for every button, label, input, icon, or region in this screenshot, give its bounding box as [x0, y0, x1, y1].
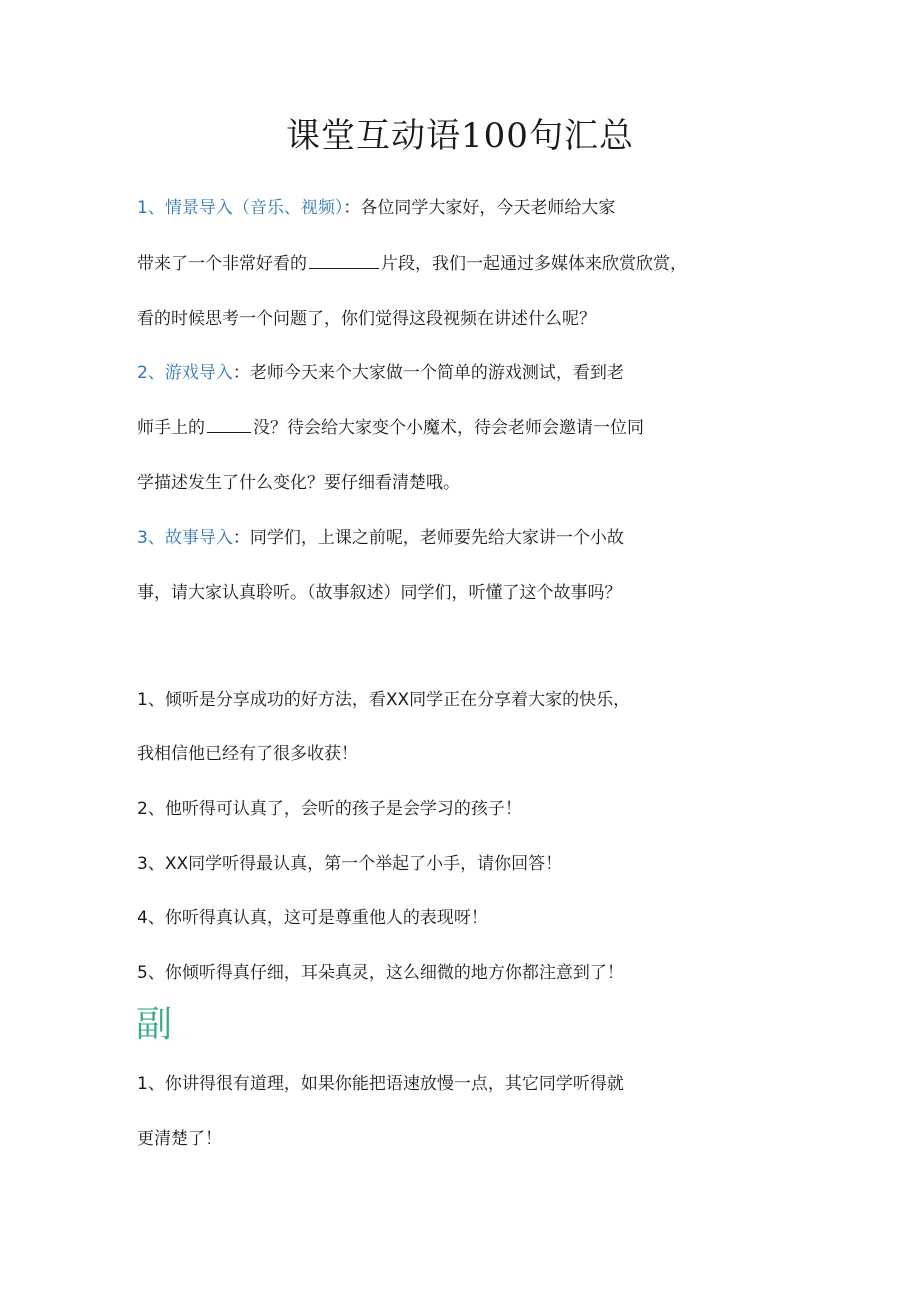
listen-line-3: 2、他听得可认真了，会听的孩子是会学习的孩子！ [137, 799, 522, 819]
intro-item-1-line-3: 看的时候思考一个问题了，你们觉得这段视频在讲述什么呢？ [137, 309, 596, 329]
speak-line-2: 更清楚了！ [137, 1129, 222, 1149]
intro-item-1-text-b1: 带来了一个非常好看的 [137, 254, 307, 274]
intro-item-1-text-b2: 片段，我们一起通过多媒体来欣赏欣赏， [381, 254, 687, 274]
section-heading-char: 副 [136, 1004, 173, 1045]
intro-item-2-line-1 [137, 361, 624, 385]
fill-in-blank [207, 416, 251, 433]
listen-line-1: 1、倾听是分享成功的好方法，看XX同学正在分享着大家的快乐， [137, 690, 631, 710]
intro-item-3-line-1 [137, 526, 624, 550]
intro-item-2-text-b2: 没？待会给大家变个小魔术，待会老师会邀请一位同 [253, 418, 644, 438]
listen-line-2: 我相信他已经有了很多收获！ [137, 744, 358, 764]
listen-line-6: 5、你倾听得真仔细，耳朵真灵，这么细微的地方你都注意到了！ [137, 963, 624, 983]
page-title: 课堂互动语100句汇总 [286, 116, 634, 156]
intro-item-1-line-1 [137, 196, 615, 220]
fill-in-blank [309, 252, 379, 269]
intro-item-3-label: 3、故事导入 [137, 528, 233, 548]
intro-item-1-text-a: ：各位同学大家好，今天老师给大家 [343, 198, 616, 218]
intro-item-2-text-a: ：老师今天来个大家做一个简单的游戏测试，看到老 [232, 363, 624, 383]
listen-line-5: 4、你听得真认真，这可是尊重他人的表现呀！ [137, 908, 488, 928]
speak-line-1: 1、你讲得很有道理，如果你能把语速放慢一点，其它同学听得就 [137, 1074, 624, 1094]
intro-item-2-line-2 [137, 416, 644, 440]
intro-item-2-label: 2、游戏导入 [137, 363, 233, 383]
intro-item-3-text-a: ：同学们，上课之前呢，老师要先给大家讲一个小故 [232, 528, 624, 548]
intro-item-2-line-3: 学描述发生了什么变化？要仔细看清楚哦。 [137, 473, 460, 493]
listen-line-4: 3、XX同学听得最认真，第一个举起了小手，请你回答！ [137, 854, 563, 874]
intro-item-3-line-2: 事，请大家认真聆听。（故事叙述）同学们，听懂了这个故事吗？ [137, 583, 622, 603]
intro-item-1-line-2 [137, 252, 687, 276]
intro-item-1-label: 1、情景导入（音乐、视频） [137, 198, 344, 218]
intro-item-2-text-b1: 师手上的 [137, 418, 205, 438]
